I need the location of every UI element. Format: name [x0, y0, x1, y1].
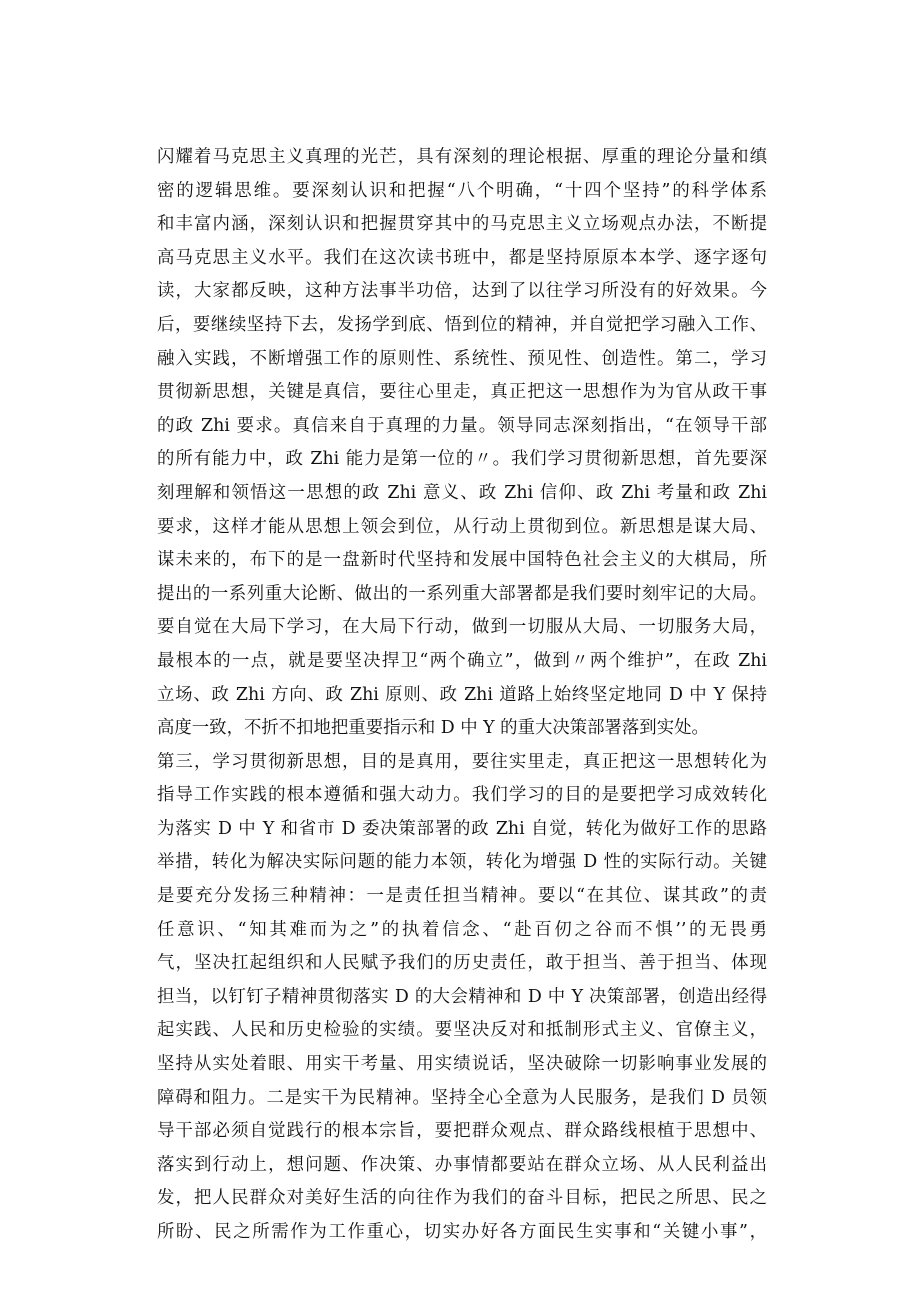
- text-line: 任意识、“知其难而为之”的执着信念、“赴百仞之谷而不惧’’的无畏勇: [157, 919, 767, 940]
- text-line: 所盼、民之所需作为工作重心，切实办好各方面民生实事和“关键小事”，: [157, 1222, 767, 1242]
- paragraph-last-line: 高度一致，不折不扣地把重要指示和 D 中 Y 的重大决策部署落到实处。: [157, 718, 709, 739]
- text-line: 指导工作实践的根本遵循和强大动力。我们学习的目的是要把学习成效转化: [157, 785, 767, 806]
- text-line: 和丰富内涵，深刻认识和把握贯穿其中的马克思主义立场观点办法，不断提: [157, 214, 767, 235]
- text-line: 气，坚决扛起组织和人民赋予我们的历史责任，敢于担当、善于担当、体现: [157, 953, 767, 974]
- text-line: 谋未来的，布下的是一盘新时代坚持和发展中国特色社会主义的大棋局，所: [157, 550, 767, 571]
- text-line: 要自觉在大局下学习，在大局下行动，做到一切服从大局、一切服务大局，: [157, 617, 767, 638]
- text-line: 担当，以钉钉子精神贯彻落实 D 的大会精神和 D 中 Y 决策部署，创造出经得: [157, 986, 767, 1007]
- text-line: 立场、政 Zhi 方向、政 Zhi 原则、政 Zhi 道路上始终坚定地同 D 中 Y 保持: [157, 684, 767, 705]
- text-line: 障碍和阻力。二是实干为民精神。坚持全心全意为人民服务，是我们 D 员领: [157, 1087, 767, 1108]
- text-line: 导干部必须自觉践行的根本宗旨，要把群众观点、群众路线根植于思想中、: [157, 1121, 767, 1142]
- text-line: 贯彻新思想，关键是真信，要往心里走，真正把这一思想作为为官从政干事: [157, 382, 767, 403]
- text-line: 发，把人民群众对美好生活的向往作为我们的奋斗目标，把民之所思、民之: [157, 1188, 767, 1209]
- text-line: 闪耀着马克思主义真理的光芒，具有深刻的理论根据、厚重的理论分量和缜: [157, 147, 767, 167]
- text-line: 后，要继续坚持下去，发扬学到底、悟到位的精神，并自觉把学习融入工作、: [157, 314, 767, 335]
- text-line: 坚持从实处着眼、用实干考量、用实绩说话，坚决破除一切影响事业发展的: [157, 1054, 767, 1075]
- body-text: [157, 141, 767, 1250]
- text-line: 举措，转化为解决实际问题的能力本领，转化为增强 D 性的实际行动。关键: [157, 852, 767, 873]
- text-line: 是要充分发扬三种精神：一是责任担当精神。要以“在其位、谋其政”的责: [157, 886, 767, 907]
- text-line: 起实践、人民和历史检验的实绩。要坚决反对和抵制形式主义、官僚主义，: [157, 1020, 767, 1041]
- text-line: 提出的一系列重大论断、做出的一系列重大部署都是我们要时刻牢记的大局。: [157, 583, 767, 604]
- text-line: 刻理解和领悟这一思想的政 Zhi 意义、政 Zhi 信仰、政 Zhi 考量和政 Zhi: [157, 482, 767, 503]
- text-line: 为落实 D 中 Y 和省市 D 委决策部署的政 Zhi 自觉，转化为做好工作的思路: [157, 818, 767, 839]
- text-line: 要求，这样才能从思想上领会到位，从行动上贯彻到位。新思想是谋大局、: [157, 516, 767, 537]
- text-line: 的所有能力中，政 Zhi 能力是第一位的〃。我们学习贯彻新思想，首先要深: [157, 449, 767, 470]
- text-line: 的政 Zhi 要求。真信来自于真理的力量。领导同志深刻指出，“在领导干部: [157, 415, 767, 436]
- text-line: 最根本的一点，就是要坚决捍卫“两个确立”，做到〃两个维护”，在政 Zhi: [157, 650, 767, 671]
- text-line: 读，大家都反映，这种方法事半功倍，达到了以往学习所没有的好效果。今: [157, 281, 767, 302]
- text-line: 落实到行动上，想问题、作决策、办事情都要站在群众立场、从人民利益出: [157, 1154, 767, 1175]
- text-line: 高马克思主义水平。我们在这次读书班中，都是坚持原原本本学、逐字逐句: [157, 247, 767, 268]
- text-line: 第三，学习贯彻新思想，目的是真用，要往实里走，真正把这一思想转化为: [157, 751, 767, 772]
- text-line: 融入实践，不断增强工作的原则性、系统性、预见性、创造性。第二，学习: [157, 348, 767, 369]
- text-line: 密的逻辑思维。要深刻认识和把握“八个明确，“十四个坚持”的科学体系: [157, 180, 767, 201]
